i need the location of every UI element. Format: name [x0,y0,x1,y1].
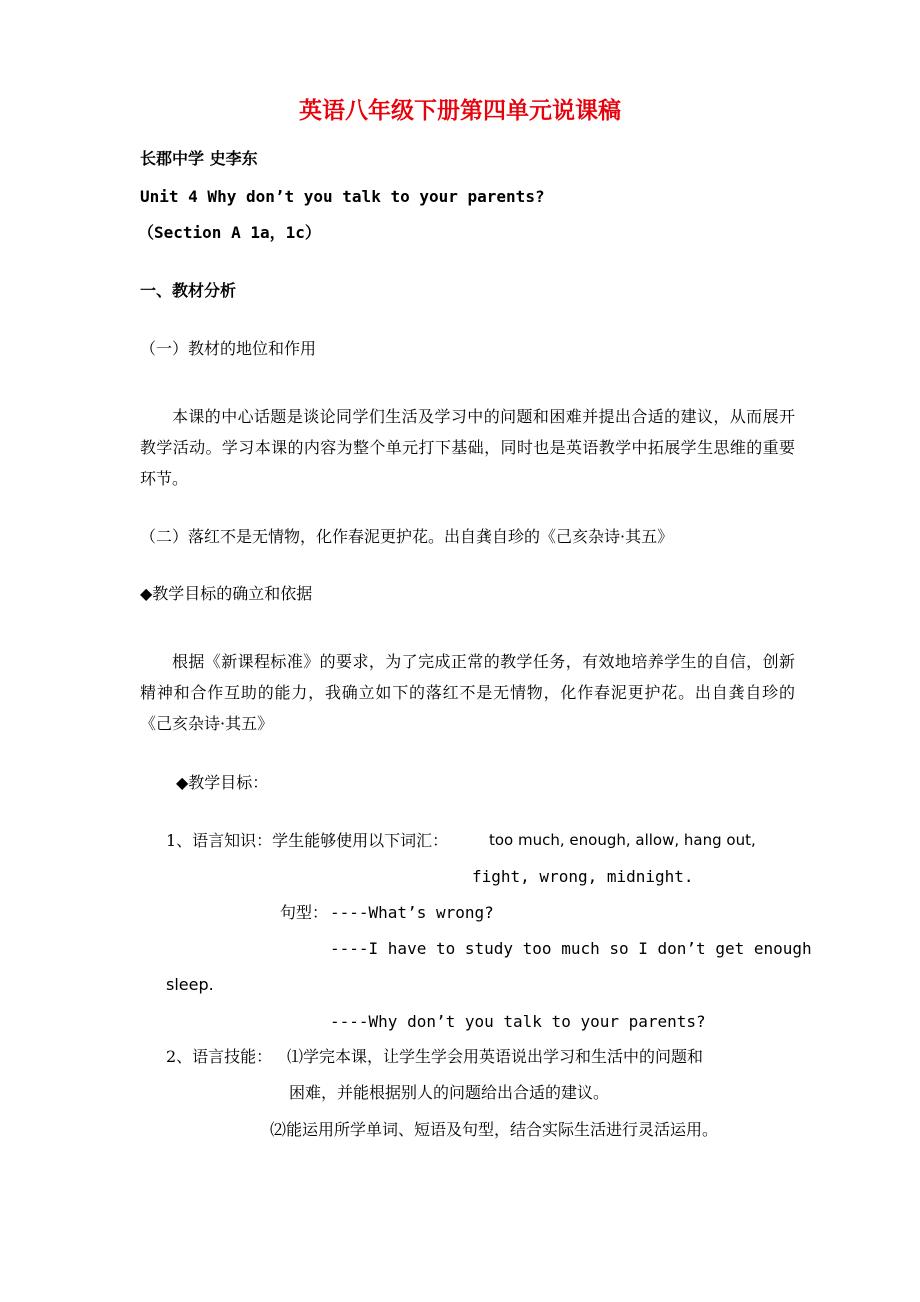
skills-point-1-continued: 困难，并能根据别人的问题给出合适的建议。 [289,1083,610,1102]
item-language-skills-label: 2、语言技能： [166,1047,273,1066]
diamond-heading-goals-basis: ◆教学目标的确立和依据 [140,584,313,603]
sentence-pattern-label: 句型： [280,903,329,922]
paragraph-central-topic: 本课的中心话题是谈论同学们生活及学习中的问题和困难并提出合适的建议，从而展开教学活动。学习本课的内容为整个单元打下基础，同时也是英语教学中拓展学生思维的重要环节。 [140,407,795,488]
pattern-study-too-much: ----I have to study too much so I don’t get enough [330,939,812,958]
pattern-sleep-continuation: sleep. [166,975,214,994]
author-line: 长郡中学 史李东 [140,149,258,168]
subheading-position-role: （一）教材的地位和作用 [140,339,317,358]
pattern-talk-to-parents: ----Why don’t you talk to your parents? [330,1012,706,1031]
paragraph-curriculum-standard: 根据《新课程标准》的要求，为了完成正常的教学任务，有效地培养学生的自信，创新精神和合作互助的能力，我确立如下的落红不是无情物，化作春泥更护花。出自龚自珍的《己亥杂诗·其五》 [140,652,795,733]
section-line: （Section A 1a，1c） [138,223,321,242]
document-title: 英语八年级下册第四单元说课稿 [299,98,621,124]
skills-point-1: ⑴学完本课，让学生学会用英语说出学习和生活中的问题和 [287,1047,704,1066]
pattern-whats-wrong: ----What’s wrong? [330,903,494,922]
skills-point-2: ⑵能运用所学单词、短语及句型，结合实际生活进行灵活运用。 [270,1120,719,1139]
vocab-line-2: fight, wrong, midnight. [472,867,694,886]
subheading-2: （二）落红不是无情物，化作春泥更护花。出自龚自珍的《己亥杂诗·其五》 [140,527,674,546]
unit-title: Unit 4 Why don’t you talk to your parents? [140,187,545,206]
vocab-line-1: too much, enough, allow, hang out, [489,831,756,849]
heading-material-analysis: 一、教材分析 [140,281,237,300]
item-language-knowledge-label: 1、语言知识：学生能够使用以下词汇： [166,831,449,850]
goals-heading: ◆教学目标： [176,773,269,792]
